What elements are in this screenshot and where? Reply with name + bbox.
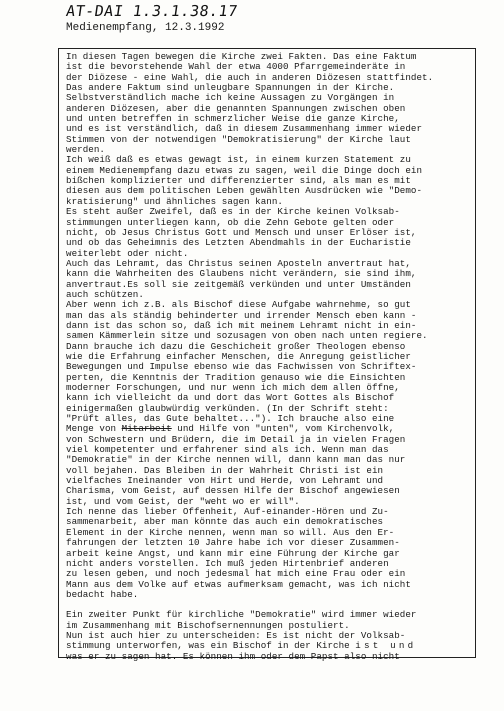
text-line: "Demokratie" in der Kirche nennen will, dann kann man das nur [66, 454, 406, 466]
paragraph [66, 155, 474, 207]
text-line: Es steht außer Zweifel, daß es in der Kirche keinen Volksab- [66, 206, 400, 218]
text-line: Auch das Lehramt, das Christus seinen Aposteln anvertraut hat, [66, 257, 411, 269]
paragraph [66, 610, 474, 631]
text-line: In diesen Tagen bewegen die Kirche zwei Fakten. Das eine Faktum [66, 51, 417, 62]
text-line: voll bejahen. Das Bleiben in der Wahrheit Christi ist ein [66, 464, 384, 476]
text-line: dann ist das schon so, daß ich mit meinem Lehramt nicht in ein- [66, 319, 417, 331]
text-line: ist die bevorstehende Wahl der etwa 4000 Pfarrgemeinderäte in [66, 61, 406, 73]
text-line: anvertraut.Es soll sie zeitgemäß verkünden und unter Umständen [66, 278, 411, 290]
text-line: Ich nenne das lieber Offenheit, Auf-einander-Hören und Zu- [66, 506, 389, 518]
text-line: einem Medienempfang dazu etwas zu sagen, weil die Dinge doch ein [66, 164, 423, 176]
document-header: Medienempfang, 12.3.1992 [66, 22, 225, 34]
spaced-emphasis: ist und [355, 640, 417, 652]
text-line: nicht anders vorstellen. Ich muß jeden Hirtenbrief anderen [66, 557, 389, 569]
text-line: Mann aus dem Volke auf etwas aufmerksam gemacht, was ich nicht [66, 578, 411, 590]
text-line: man das als ständig behinderter und irrender Mensch eben kann - [66, 309, 417, 321]
text-line: Menge von Mitarbeit und Hilfe von "unten", vom Kirchenvolk, [66, 423, 395, 435]
text-line: nicht, ob Jesus Christus Gott und Mensch und unser Erlöser ist, [66, 226, 417, 238]
text-line: Charisma, vom Geist, auf dessen Hilfe der Bischof angewiesen [66, 485, 400, 497]
text-line: sammenarbeit, aber man könnte das auch ein demokratisches [66, 516, 384, 528]
text-line: zu lesen geben, und noch jedesmal hat mich eine Frau oder ein [66, 568, 406, 580]
text-line: ist, und vom Geist, der "weht wo er will". [66, 495, 300, 507]
text-line: und unten betreffen in schmerzlicher Weise die ganze Kirche, [66, 113, 400, 125]
text-line: im Zusammenhang mit Bischofsernennungen postuliert. [66, 619, 350, 631]
archive-reference-handwritten [65, 2, 239, 22]
text-line: stimmung unterworfen, was ein Bischof in der Kirche ist und [66, 640, 417, 652]
text-line: diesen aus dem politischen Leben gewählten Ausdrücken wie "Demo- [66, 185, 423, 197]
text-line: Element in der Kirche nennen, wenn man so will. Aus den Er- [66, 526, 395, 538]
text-line: Aber wenn ich z.B. als Bischof diese Aufgabe wahrnehme, so gut [66, 299, 411, 311]
text-line: moderner Forschungen, und nur wenn ich mich dem allen öffne, [66, 382, 400, 393]
text-line: Stimmen von der notwendigen "Demokratisierung" der Kirche laut [66, 133, 411, 145]
paragraph [66, 259, 474, 300]
paragraph [66, 52, 474, 155]
text-line: Dann brauche ich dazu die Geschicheit großer Theologen ebenso [66, 340, 406, 352]
text-line: bedacht habe. [66, 588, 139, 600]
text-line: Ich weiß daß es etwas gewagt ist, in einem kurzen Statement zu [66, 154, 411, 166]
text-line: Das andere Faktum sind unleugbare Spannungen in der Kirche. [66, 82, 395, 94]
text-line: fahrungen der letzten 10 Jahre habe ich vor dieser Zusammen- [66, 537, 400, 549]
text-line: kann ich vielleicht da und dort das Wort Gottes als Bischof [66, 392, 395, 404]
text-line: was er zu sagen hat. Es können ihm oder dem Papst also nicht [66, 650, 400, 662]
text-line: kann die Wahrheiten des Glaubens nicht verändern, sie sind ihm, [66, 268, 417, 280]
text-line: Nun ist auch hier zu unterscheiden: Es ist nicht der Volksab- [66, 629, 406, 641]
paragraph [66, 300, 474, 507]
text-line: und es ist verständlich, daß in diesem Zusammenhang immer wieder [66, 123, 423, 135]
paragraph [66, 207, 474, 259]
text-line: "Prüft alles, das Gute behaltet..."). Ich brauche also eine [66, 413, 395, 425]
text-line: Bewegungen und Impulse ebenso wie das Fachwissen von Schriftex- [66, 361, 417, 373]
text-line: einigermaßen glaubwürdig verkünden. (In der Schrift steht: [66, 402, 389, 414]
document-body [66, 52, 474, 662]
text-line: wie die Erfahrung einfacher Menschen, die Anregung geistlicher [66, 350, 411, 362]
text-line: weiterlebt oder nicht. [66, 247, 189, 259]
text-line: von Schwestern und Brüdern, die im Detail ja in vielen Fragen [66, 433, 406, 445]
text-line: und ob das Geheimnis des Letzten Abendmahls in der Eucharistie [66, 237, 411, 249]
text-line: samen Kämmerlein sitze und sozusagen von oben nach unten regiere. [66, 330, 428, 342]
text-line: perten, die Kenntnis der Tradition genauso wie die Einsichten [66, 371, 406, 383]
archive-reference-text: AT-DAI 1.3.1.38.17 [64, 2, 239, 20]
struck-word: Mitarbeit [121, 423, 172, 435]
text-line: Ein zweiter Punkt für kirchliche "Demokratie" wird immer wieder [66, 609, 417, 621]
text-line: auch schützen. [66, 288, 144, 300]
text-line: arbeit keine Angst, und kann mir eine Führung der Kirche gar [66, 547, 400, 559]
paragraph [66, 631, 474, 662]
text-line: vielfaches Ineinander von Hirt und Herde, von Lehramt und [66, 475, 384, 487]
text-line: bißchen komplizierter und differenzierter sind, als man es mit [66, 175, 411, 187]
text-line: kratisierung" und ähnliches sagen kann. [66, 195, 283, 207]
text-line: anderen Diözesen, aber die genannten Spannungen zwischen oben [66, 102, 406, 114]
paragraph [66, 507, 474, 600]
text-line: der Diözese - eine Wahl, die auch in anderen Diözesen stattfindet. [66, 71, 434, 83]
text-line: viel kompetenter und erfahrener sind als ich. Wenn man das [66, 444, 389, 456]
text-line: Selbstverständlich mache ich keine Aussagen zu Vorgängen in [66, 92, 395, 104]
text-line: werden. [66, 144, 105, 156]
text-line: stimmungen unterliegen kann, ob die Zehn Gebote gelten oder [66, 216, 395, 228]
